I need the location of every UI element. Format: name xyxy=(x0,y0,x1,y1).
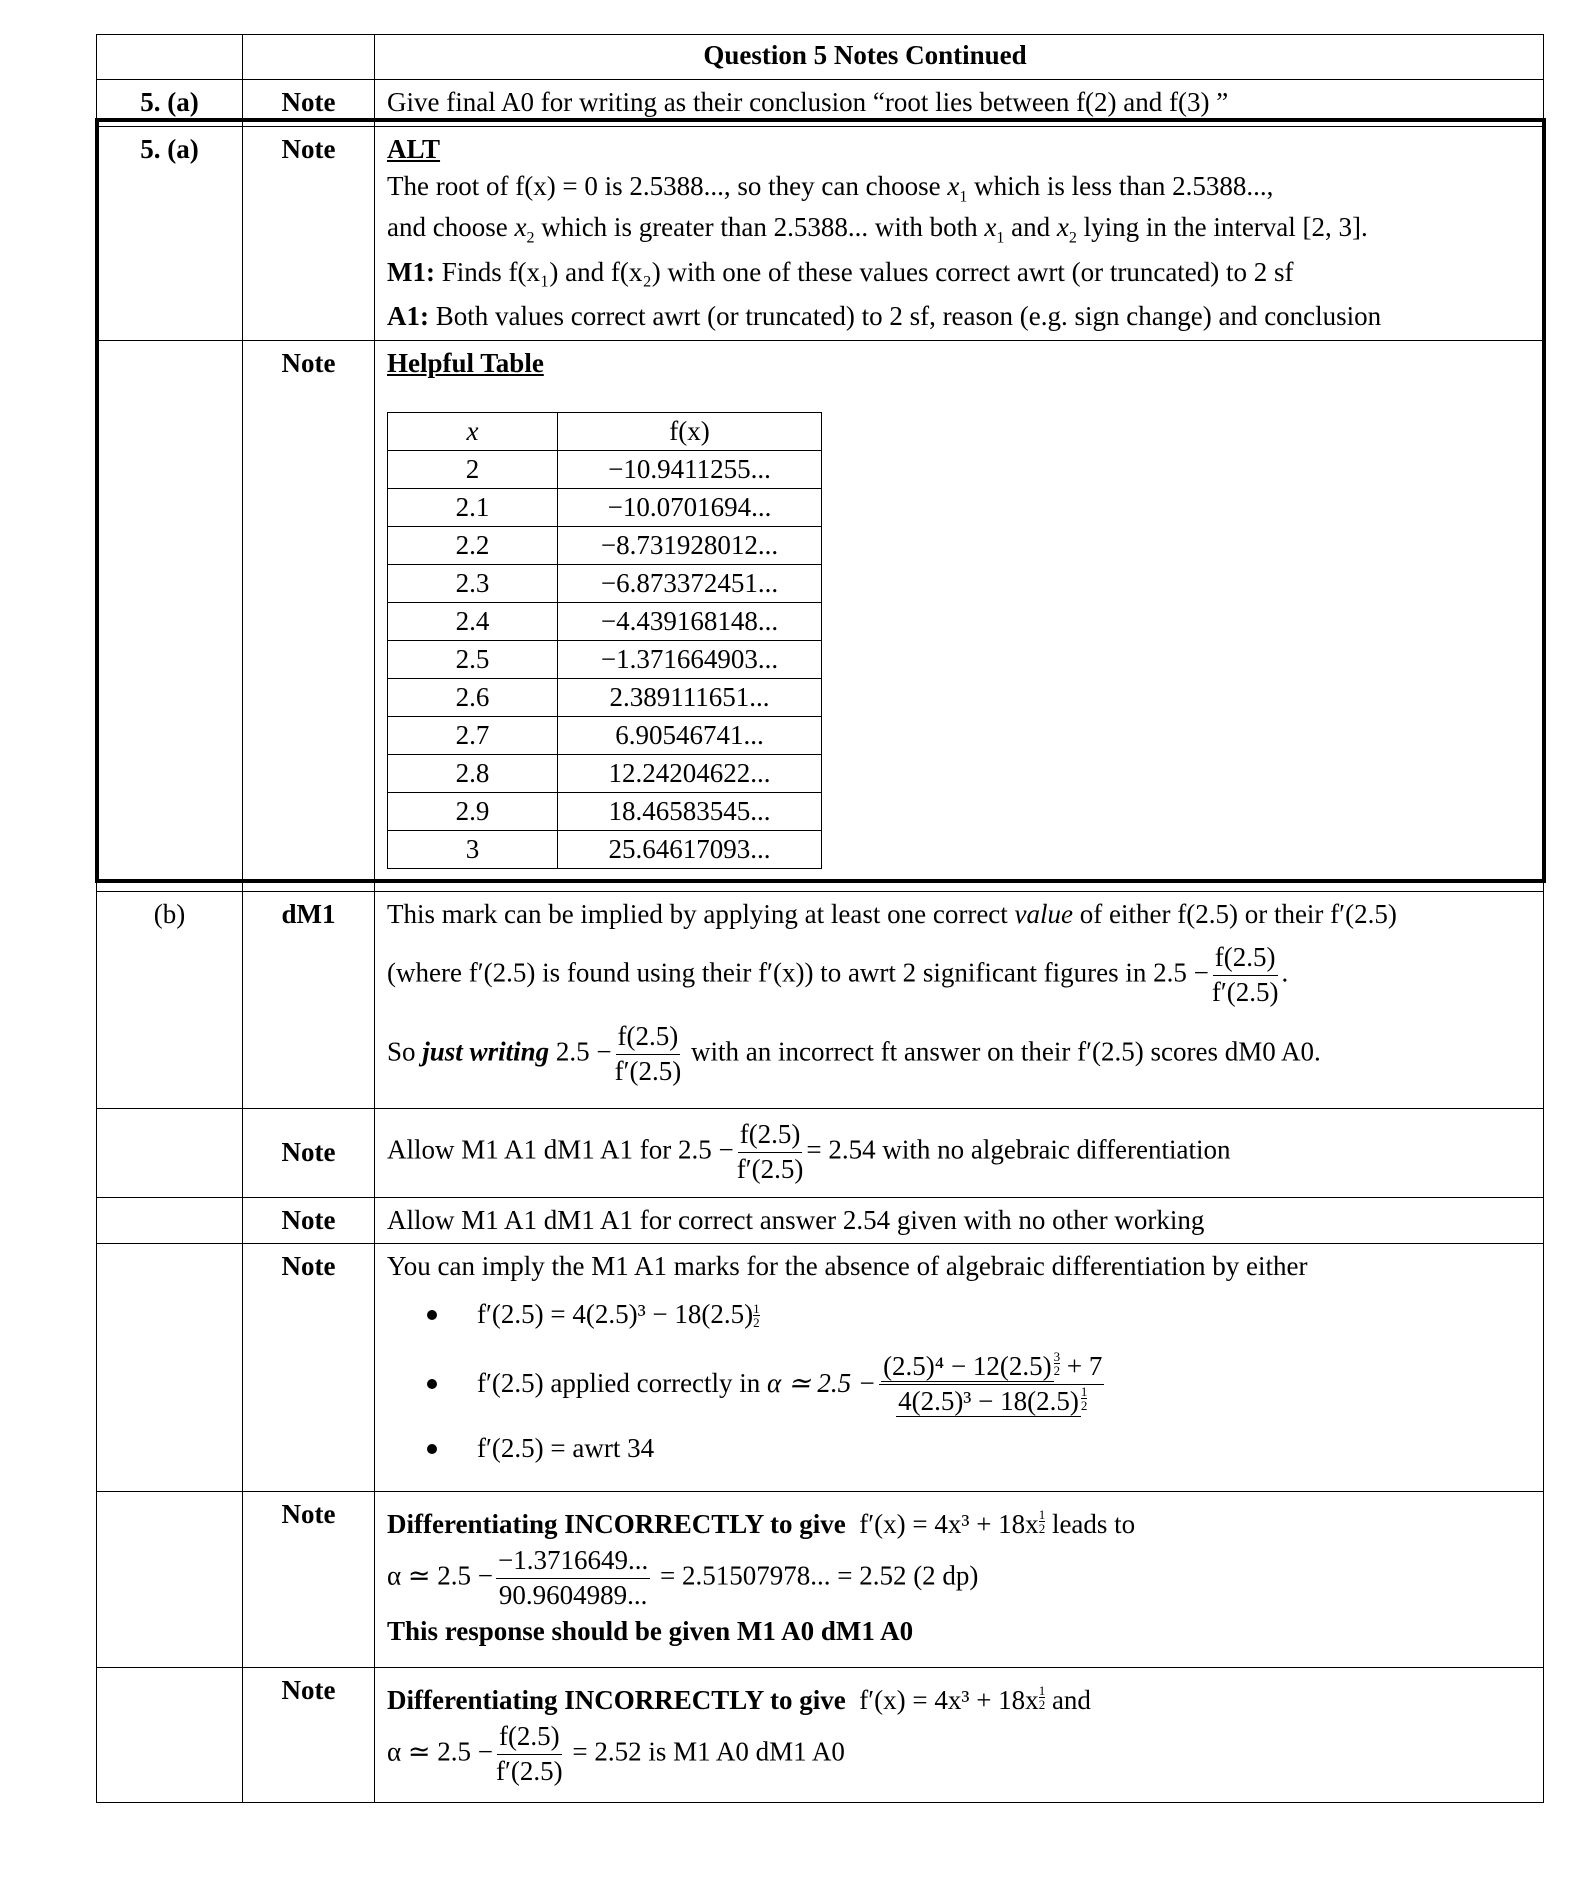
bullet-list: f′(2.5) = 4(2.5)³ − 18(2.5) 1 2 f′(2.5) applied correctly in α ≃ 2.5 − (2.5)⁴ − 12(2.5) $^{3 2}$ + 7 4(2.5)³ − 18(2.5) $^{1 2}$ f′(2.5) = awrt 34 xyxy=(427,1296,1531,1468)
table-row: 5. (a) Note ALT The root of f(x) = 0 is 2.5388..., so they can choose $x_1$ which is less than 2.5388..., and choose $x_2$ which is greater than 2.5388... with both $x_1$ and $x_2$ lying in the interval [2, 3]. M1: Finds f(x₁) and f(x₂) with one of these values correct awrt (or truncated) to 2 sf A1: Both values correct awrt (or truncated) to 2 sf, reason (e.g. sign change) and conclusion xyxy=(97,126,1544,340)
table-row: Note Helpful Table x f(x) 2 −10.9411255... 2.1 −10.0701694... 2.2 −8.731928012... 2.3 −6.873372451... 2.4 −4.439168148... 2.5 −1.371664903... 2.6 2.389111651... 2.7 6.90546741... 2.8 12.24204622... 2.9 18.46583545... 3 25.64617093... xyxy=(97,340,1544,891)
table-row: (b) dM1 This mark can be implied by applying at least one correct value of either f(2.5) or their f′(2.5) (where f′(2.5) is found using their f′(x)) to awrt 2 significant figures in 2.5 − $\frac{f(2.5)}{f'(2.5)}$ . So just writing 2.5 − $\frac{f(2.5)}{f'(2.5)}$ with an incorrect ft answer on their f′(2.5) scores dM0 A0. xyxy=(97,891,1544,1108)
helpful-table-row: 2.8 12.24204622... xyxy=(388,755,822,793)
helpful-table xyxy=(387,412,822,869)
helpful-table-row: 2.4 −4.439168148... xyxy=(388,603,822,641)
helpful-table-row: 2.3 −6.873372451... xyxy=(388,565,822,603)
helpful-table-row: 2.9 18.46583545... xyxy=(388,793,822,831)
helpful-table-row: 3 25.64617093... xyxy=(388,831,822,869)
table-row: Note Allow M1 A1 dM1 A1 for 2.5 − $\frac{f(2.5)}{f'(2.5)}$ = 2.54 with no algebraic differentiation xyxy=(97,1108,1544,1197)
table-title: Question 5 Notes Continued xyxy=(375,35,1544,80)
helpful-table-row: 2.2 −8.731928012... xyxy=(388,527,822,565)
helpful-table-row: 2.1 −10.0701694... xyxy=(388,489,822,527)
table-row: 5. (a) Note Give final A0 for writing as their conclusion “root lies between f(2) and f(3) ” xyxy=(97,79,1544,126)
helpful-table-row: 2.6 2.389111651... xyxy=(388,679,822,717)
helpful-table-row: 2.5 −1.371664903... xyxy=(388,641,822,679)
helpful-table-header: x f(x) xyxy=(388,413,822,451)
helpful-table-row: 2.7 6.90546741... xyxy=(388,717,822,755)
table-row: Note You can imply the M1 A1 marks for the absence of algebraic differentiation by either f′(2.5) = 4(2.5)³ − 18(2.5) 1 2 f′(2.5) applied correctly in α ≃ 2.5 − (2.5)⁴ − 12(2.5) $^{3 2}$ + 7 4(2.5)³ − 18(2.5) $^{1 2}$ f′(2.5) = awrt 34 xyxy=(97,1244,1544,1492)
table-row: Note Differentiating INCORRECTLY to give f′(x) = 4x³ + 18x $^{1 2}$ and α ≃ 2.5 − $\frac{f(2.5)}{f'(2.5)}$ = 2.52 is M1 A0 dM1 A0 xyxy=(97,1668,1544,1803)
table-row: Note Differentiating INCORRECTLY to give f′(x) = 4x³ + 18x $^{1 2}$ leads to α ≃ 2.5 − $\frac{-1.3716649...}{90.9604989...}$ = 2.51507978... = 2.52 (2 dp) This response should be given M1 A0 dM1 A0 xyxy=(97,1492,1544,1668)
helpful-table-row: 2 −10.9411255... xyxy=(388,451,822,489)
table-row: Note Allow M1 A1 dM1 A1 for correct answer 2.54 given with no other working xyxy=(97,1197,1544,1244)
mark-scheme-table xyxy=(96,34,1544,1803)
